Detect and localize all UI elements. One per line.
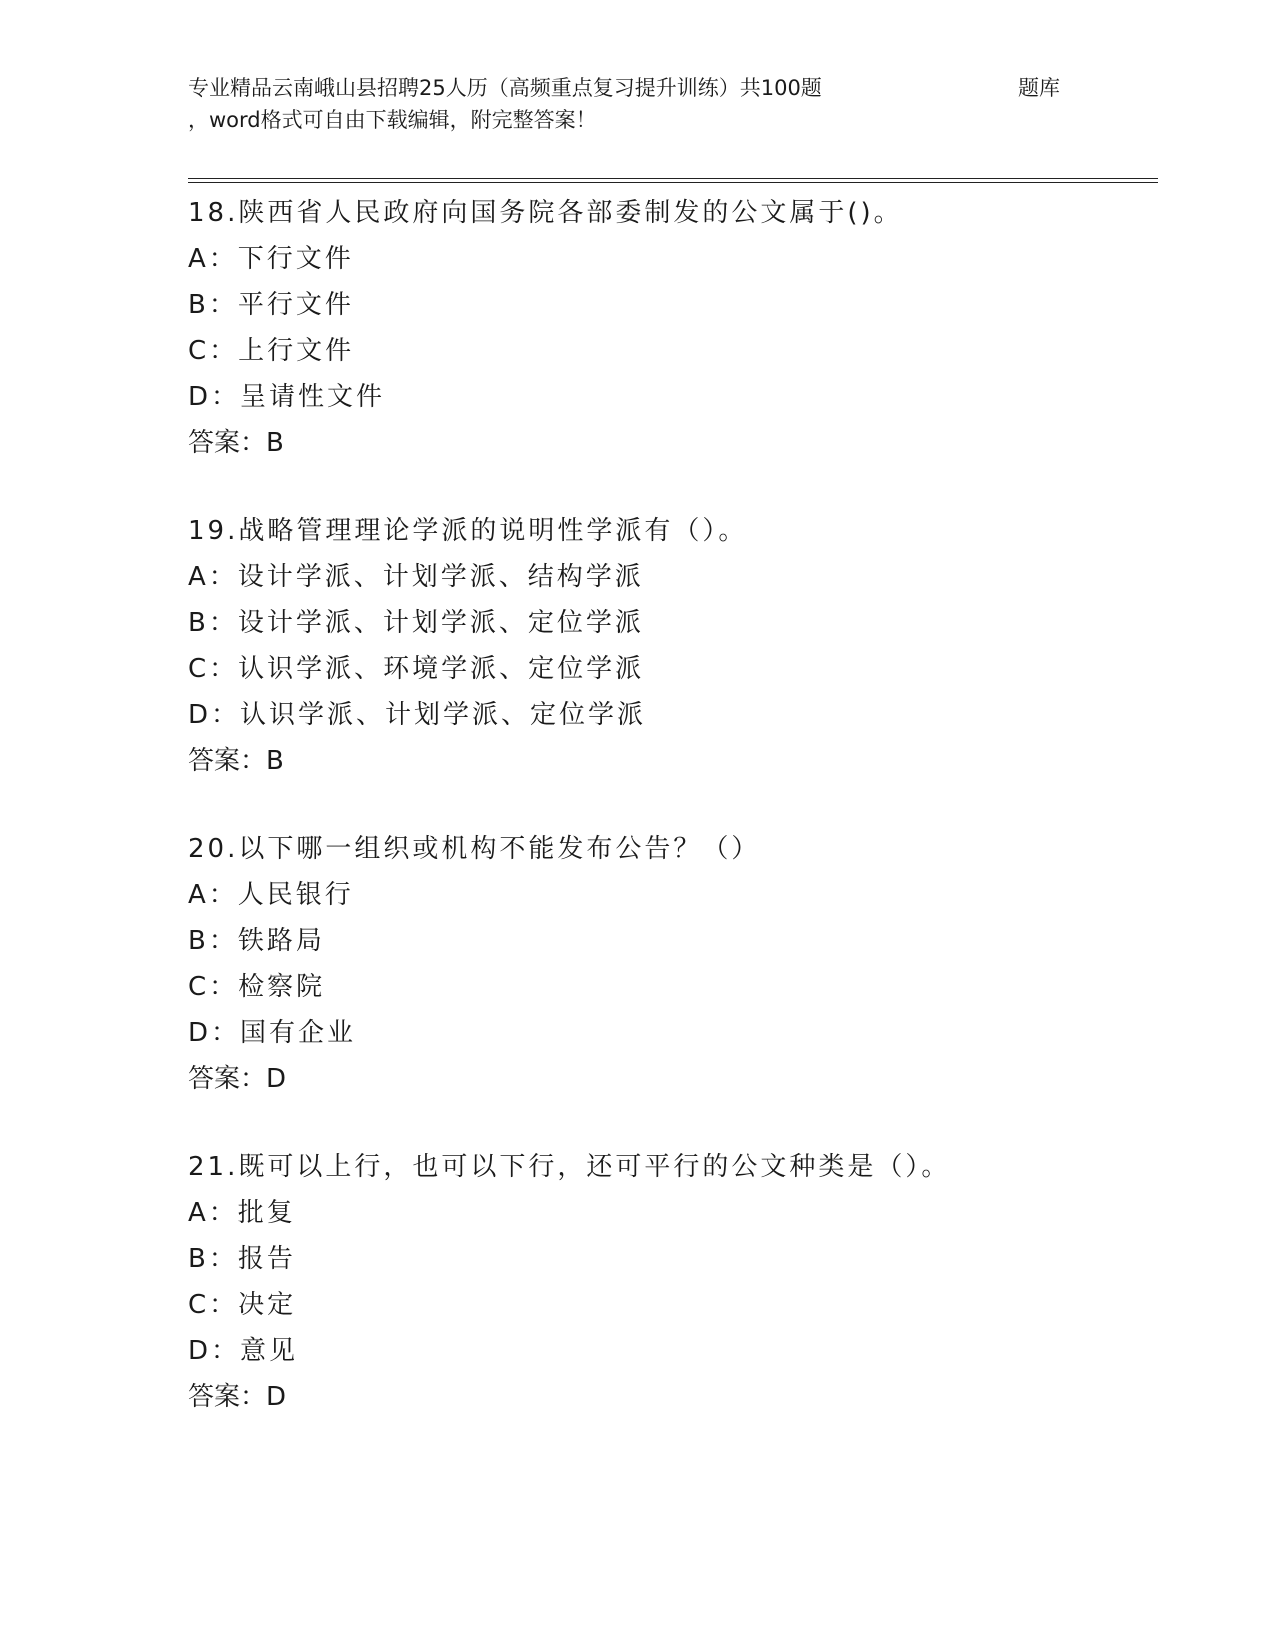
option-c: C：认识学派、环境学派、定位学派	[188, 654, 645, 684]
option-b: B：设计学派、计划学派、定位学派	[188, 608, 644, 638]
answer: 答案：D	[188, 1382, 287, 1412]
question-stem: 19.战略管理理论学派的说明性学派有（）。	[188, 516, 748, 546]
answer: 答案：D	[188, 1064, 287, 1094]
option-b: B：平行文件	[188, 290, 354, 320]
option-c: C：决定	[188, 1290, 297, 1320]
question-stem: 18.陕西省人民政府向国务院各部委制发的公文属于()。	[188, 198, 903, 228]
document-subtitle: ，word格式可自由下载编辑，附完整答案！	[188, 108, 597, 132]
option-c: C：上行文件	[188, 336, 355, 366]
question-list	[188, 190, 1158, 1462]
header-divider	[188, 178, 1158, 183]
question-stem: 21.既可以上行，也可以下行，还可平行的公文种类是（）。	[188, 1152, 951, 1182]
option-b: B：报告	[188, 1244, 296, 1274]
option-a: A：人民银行	[188, 880, 354, 910]
option-a: A：设计学派、计划学派、结构学派	[188, 562, 644, 592]
option-d: D：国有企业	[188, 1018, 357, 1048]
option-a: A：下行文件	[188, 244, 354, 274]
option-a: A：批复	[188, 1198, 296, 1228]
question-19	[188, 508, 1158, 784]
option-d: D：认识学派、计划学派、定位学派	[188, 700, 647, 730]
question-18	[188, 190, 1158, 466]
question-stem: 20.以下哪一组织或机构不能发布公告？（）	[188, 834, 761, 864]
answer: 答案：B	[188, 746, 284, 776]
option-c: C：检察院	[188, 972, 326, 1002]
option-d: D：呈请性文件	[188, 382, 386, 412]
header-line	[188, 72, 1148, 104]
question-21	[188, 1144, 1158, 1420]
document-title: 专业精品云南峨山县招聘25人历（高频重点复习提升训练）共100题	[188, 76, 822, 100]
document-tag: 题库	[1018, 76, 1060, 100]
option-b: B：铁路局	[188, 926, 325, 956]
option-d: D：意见	[188, 1336, 299, 1366]
page-header	[188, 72, 1148, 136]
question-20	[188, 826, 1158, 1102]
answer: 答案：B	[188, 428, 284, 458]
